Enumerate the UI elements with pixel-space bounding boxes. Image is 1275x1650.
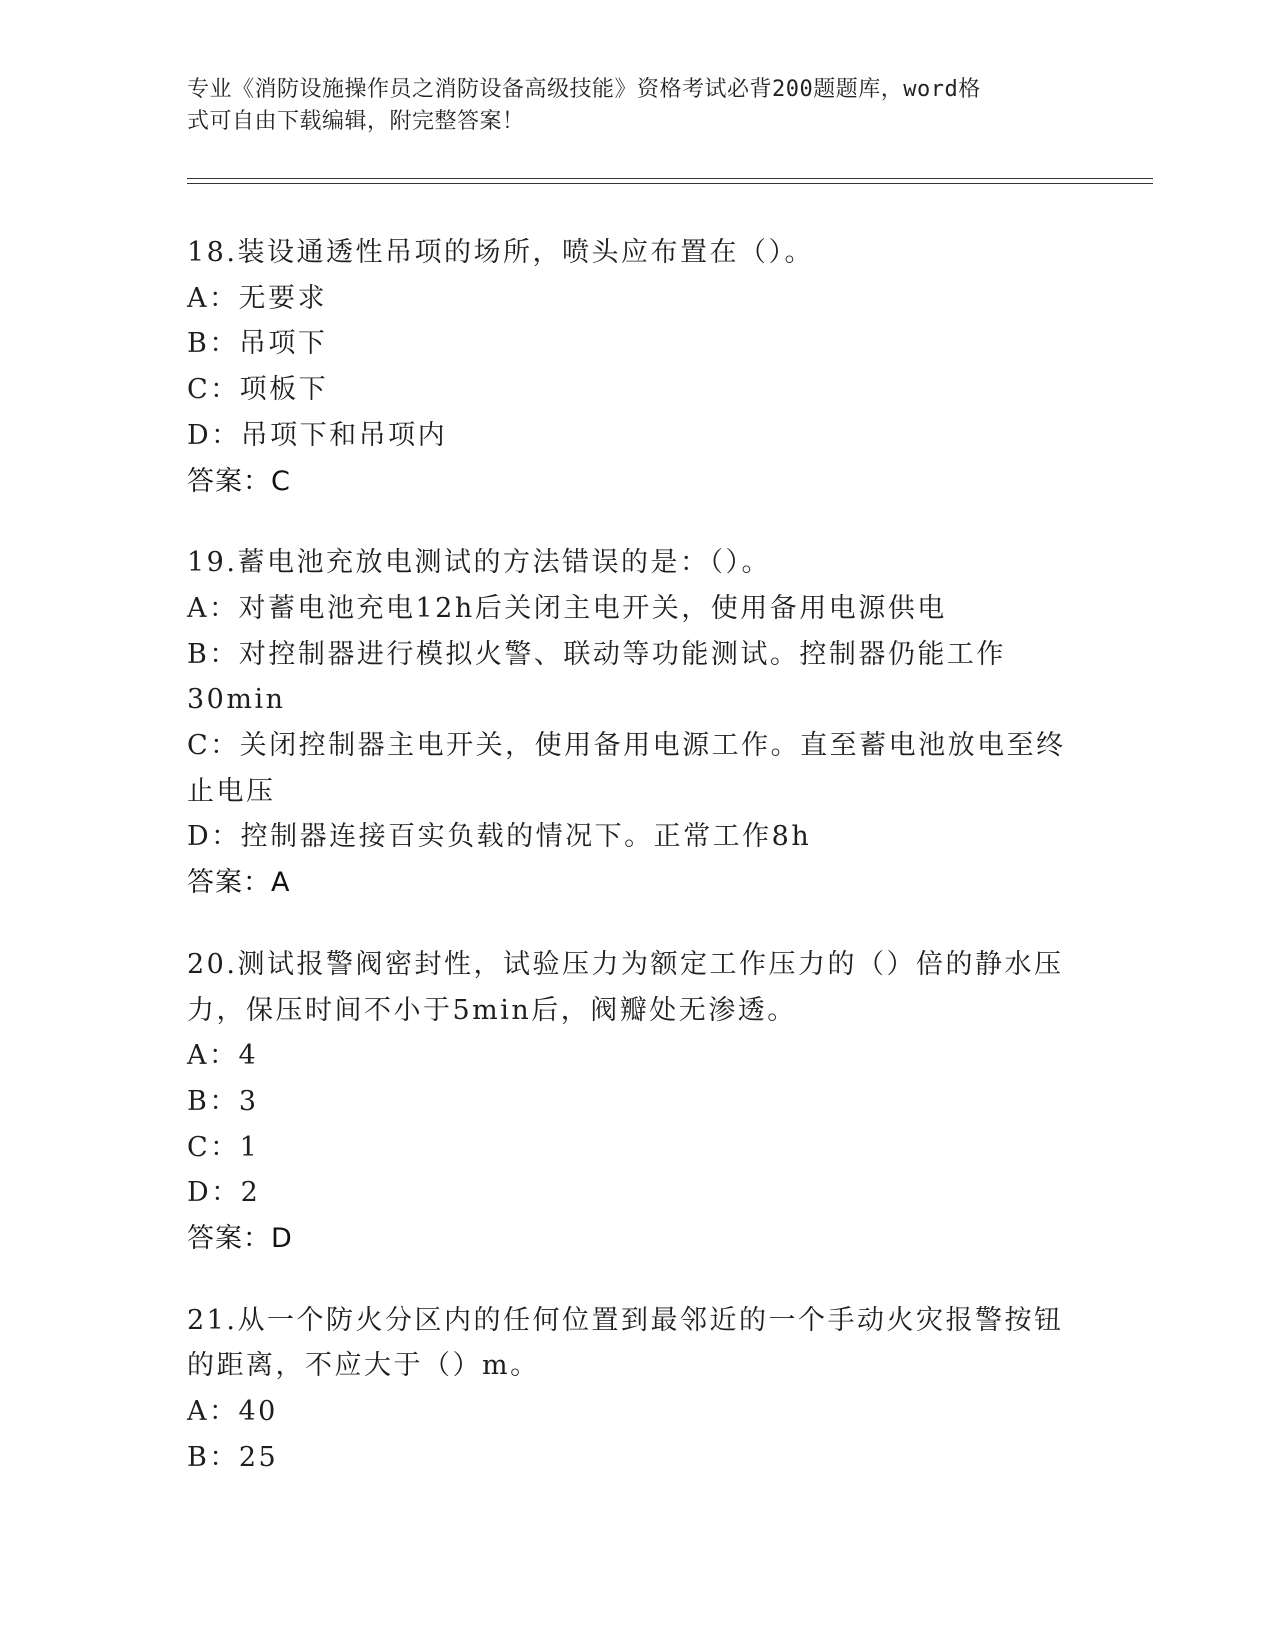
header-line-1: 专业《消防设施操作员之消防设备高级技能》资格考试必背200题题库，word格: [187, 77, 981, 102]
question-19: [187, 540, 1087, 906]
answer-line: 答案：C: [187, 465, 291, 497]
question-20: [187, 942, 1087, 1262]
option-b: B：3: [187, 1085, 259, 1117]
option-d: D：吊项下和吊项内: [187, 419, 448, 451]
option-b: B：对控制器进行模拟火警、联动等功能测试。控制器仍能工作30min: [187, 638, 1006, 716]
option-c: C：项板下: [187, 374, 329, 406]
header-line-2: 式可自由下载编辑，附完整答案！: [187, 109, 525, 134]
option-a: A：无要求: [187, 282, 327, 314]
question-21: [187, 1298, 1087, 1481]
question-list: [187, 230, 1087, 1517]
option-a: A：40: [187, 1396, 278, 1428]
option-a: A：对蓄电池充电12h后关闭主电开关，使用备用电源供电: [187, 592, 947, 624]
option-d: D：控制器连接百实负载的情况下。正常工作8h: [187, 821, 812, 853]
question-stem: 18.装设通透性吊项的场所，喷头应布置在（）。: [187, 237, 814, 268]
option-c: C：1: [187, 1131, 260, 1163]
answer-line: 答案：D: [187, 1223, 293, 1255]
question-stem: 21.从一个防火分区内的任何位置到最邻近的一个手动火灾报警按钮的距离，不应大于（）m。: [187, 1304, 1064, 1382]
option-b: B：吊项下: [187, 328, 328, 360]
question-stem: 20.测试报警阀密封性，试验压力为额定工作压力的（）倍的静水压力，保压时间不小于5min后，阀瓣处无渗透。: [187, 948, 1064, 1026]
option-d: D：2: [187, 1177, 261, 1209]
option-a: A：4: [187, 1040, 259, 1072]
header-divider-top: [187, 178, 1153, 179]
document-header: [187, 74, 1067, 138]
answer-line: 答案：A: [187, 867, 291, 899]
option-b: B：25: [187, 1441, 279, 1473]
option-c: C：关闭控制器主电开关，使用备用电源工作。直至蓄电池放电至终止电压: [187, 730, 1066, 807]
question-stem: 19.蓄电池充放电测试的方法错误的是：（）。: [187, 547, 771, 579]
header-divider-bottom: [187, 183, 1153, 184]
question-18: [187, 230, 1087, 504]
